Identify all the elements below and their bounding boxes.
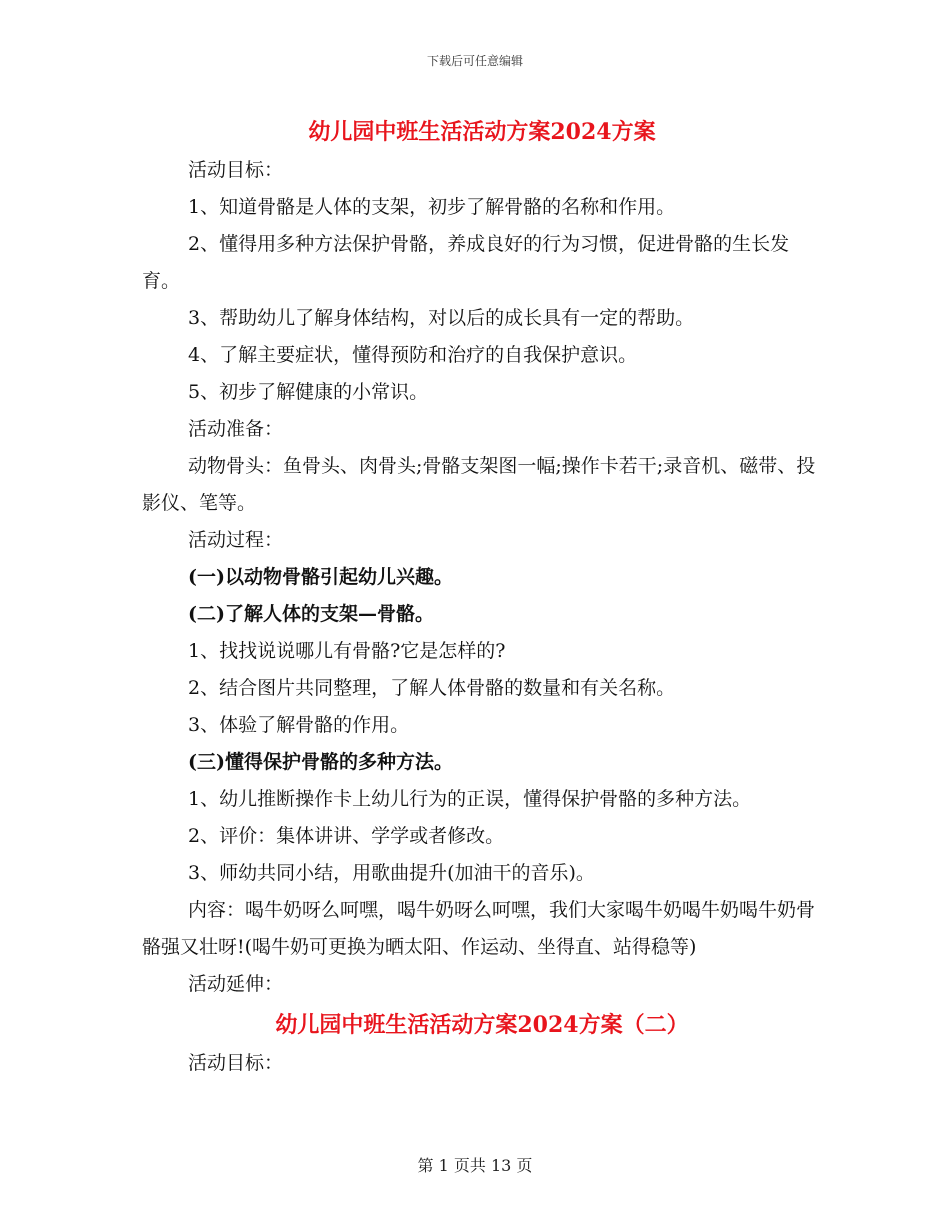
paragraph-song-content: 内容：喝牛奶呀么呵嘿，喝牛奶呀么呵嘿，我们大家喝牛奶喝牛奶喝牛奶骨骼强又壮呀!(喝牛奶可更换为晒太阳、作运动、坐得直、站得稳等) xyxy=(142,899,816,958)
paragraph-step-3-item-2: 2、评价：集体讲讲、学学或者修改。 xyxy=(188,825,505,847)
paragraph-step-3-item-3: 3、师幼共同小结，用歌曲提升(加油干的音乐)。 xyxy=(188,862,595,884)
document-title-2: 幼儿园中班生活活动方案2024方案（二） xyxy=(275,1012,689,1038)
paragraph-step-2-item-2: 2、结合图片共同整理，了解人体骨骼的数量和有关名称。 xyxy=(188,677,676,699)
paragraph-activity-prep: 活动准备： xyxy=(188,418,284,440)
paragraph-step-2-item-1: 1、找找说说哪儿有骨骼?它是怎样的? xyxy=(188,640,506,662)
paragraph-step-2-heading: (二)了解人体的支架—骨骼。 xyxy=(188,603,434,625)
page-footer-number: 第 1 页共 13 页 xyxy=(417,1156,533,1175)
paragraph-step-3-item-1: 1、幼儿推断操作卡上幼儿行为的正误，懂得保护骨骼的多种方法。 xyxy=(188,788,752,810)
paragraph-step-2-item-3: 3、体验了解骨骼的作用。 xyxy=(188,714,410,736)
paragraph-activity-extension: 活动延伸： xyxy=(188,973,284,995)
document-title: 幼儿园中班生活活动方案2024方案 xyxy=(308,119,656,145)
paragraph-goal-4: 4、了解主要症状，懂得预防和治疗的自我保护意识。 xyxy=(188,344,638,366)
paragraph-goal-3: 3、帮助幼儿了解身体结构，对以后的成长具有一定的帮助。 xyxy=(188,307,695,329)
paragraph-step-3-heading: (三)懂得保护骨骼的多种方法。 xyxy=(188,751,453,773)
paragraph-activity-process: 活动过程： xyxy=(188,529,284,551)
paragraph-goal-1: 1、知道骨骼是人体的支架，初步了解骨骼的名称和作用。 xyxy=(188,196,676,218)
paragraph-activity-goals: 活动目标： xyxy=(188,159,284,181)
page-header-note: 下载后可任意编辑 xyxy=(426,54,523,68)
document-body xyxy=(142,112,822,1082)
paragraph-goal-2: 2、懂得用多种方法保护骨骼，养成良好的行为习惯，促进骨骼的生长发育。 xyxy=(142,233,790,292)
paragraph-activity-goals-2: 活动目标： xyxy=(188,1052,284,1074)
paragraph-step-1-heading: (一)以动物骨骼引起幼儿兴趣。 xyxy=(188,566,453,588)
paragraph-prep-materials: 动物骨头：鱼骨头、肉骨头;骨骼支架图一幅;操作卡若干;录音机、磁带、投影仪、笔等。 xyxy=(142,455,816,514)
paragraph-goal-5: 5、初步了解健康的小常识。 xyxy=(188,381,429,403)
